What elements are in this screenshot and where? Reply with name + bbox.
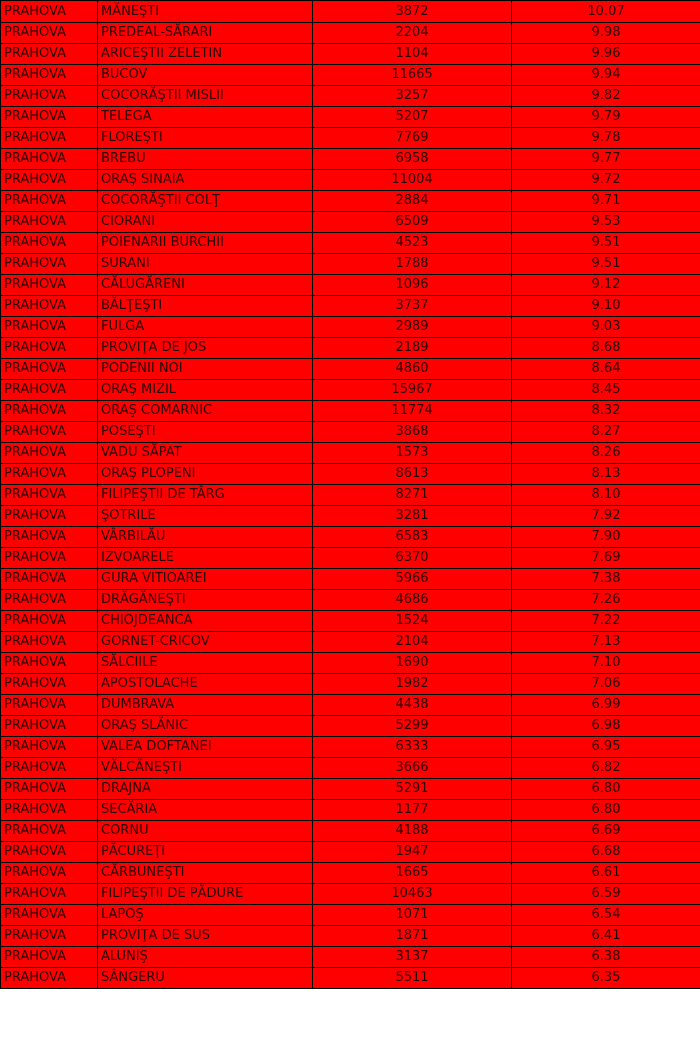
county-cell[interactable]: PRAHOVA	[1, 611, 98, 632]
rate-cell[interactable]: 6.38	[512, 947, 700, 968]
table-row	[1, 884, 700, 905]
rate-cell[interactable]: 6.99	[512, 695, 700, 716]
locality-cell[interactable]: SECĂRIA	[98, 800, 313, 821]
locality-cell[interactable]: PĂCUREŢI	[98, 842, 313, 863]
rate-cell[interactable]: 7.38	[512, 569, 700, 590]
table-row	[1, 359, 700, 380]
count-cell[interactable]: 4523	[313, 233, 512, 254]
locality-cell[interactable]: IZVOARELE	[98, 548, 313, 569]
count-cell[interactable]: 6370	[313, 548, 512, 569]
rate-cell[interactable]: 6.69	[512, 821, 700, 842]
count-cell[interactable]: 6333	[313, 737, 512, 758]
count-cell[interactable]: 6583	[313, 527, 512, 548]
county-cell[interactable]: PRAHOVA	[1, 254, 98, 275]
county-cell[interactable]: PRAHOVA	[1, 275, 98, 296]
rate-cell[interactable]: 9.71	[512, 191, 700, 212]
table-row	[1, 548, 700, 569]
count-cell[interactable]: 1947	[313, 842, 512, 863]
rate-cell[interactable]: 8.26	[512, 443, 700, 464]
locality-cell[interactable]: ŞOTRILE	[98, 506, 313, 527]
table-row	[1, 86, 700, 107]
locality-cell[interactable]: ORAŞ SLĂNIC	[98, 716, 313, 737]
table-row	[1, 569, 700, 590]
locality-cell[interactable]: CĂLUGĂRENI	[98, 275, 313, 296]
table-row	[1, 44, 700, 65]
count-cell[interactable]: 5291	[313, 779, 512, 800]
count-cell[interactable]: 1104	[313, 44, 512, 65]
table-row	[1, 968, 700, 989]
rate-cell[interactable]: 8.13	[512, 464, 700, 485]
locality-cell[interactable]: BREBU	[98, 149, 313, 170]
count-cell[interactable]: 3872	[313, 1, 512, 23]
locality-cell[interactable]: ORAŞ MIZIL	[98, 380, 313, 401]
county-cell[interactable]: PRAHOVA	[1, 485, 98, 506]
table-row	[1, 590, 700, 611]
county-cell[interactable]: PRAHOVA	[1, 695, 98, 716]
county-cell[interactable]: PRAHOVA	[1, 653, 98, 674]
locality-cell[interactable]: SURANI	[98, 254, 313, 275]
rate-cell[interactable]: 7.22	[512, 611, 700, 632]
count-cell[interactable]: 15967	[313, 380, 512, 401]
locality-cell[interactable]: FILIPEŞTII DE TÂRG	[98, 485, 313, 506]
locality-cell[interactable]: ORAŞ COMARNIC	[98, 401, 313, 422]
county-cell[interactable]: PRAHOVA	[1, 926, 98, 947]
count-cell[interactable]: 2204	[313, 23, 512, 44]
rate-cell[interactable]: 6.98	[512, 716, 700, 737]
county-cell[interactable]: PRAHOVA	[1, 422, 98, 443]
table-row	[1, 737, 700, 758]
rate-cell[interactable]: 6.82	[512, 758, 700, 779]
county-cell[interactable]: PRAHOVA	[1, 86, 98, 107]
table-row	[1, 527, 700, 548]
table-row	[1, 338, 700, 359]
county-cell[interactable]: PRAHOVA	[1, 800, 98, 821]
count-cell[interactable]: 1071	[313, 905, 512, 926]
rate-cell[interactable]: 6.68	[512, 842, 700, 863]
table-row	[1, 863, 700, 884]
locality-cell[interactable]: GURA VITIOAREI	[98, 569, 313, 590]
count-cell[interactable]: 4188	[313, 821, 512, 842]
rate-cell[interactable]: 9.03	[512, 317, 700, 338]
rate-cell[interactable]: 8.32	[512, 401, 700, 422]
county-cell[interactable]: PRAHOVA	[1, 149, 98, 170]
rate-cell[interactable]: 9.94	[512, 65, 700, 86]
locality-cell[interactable]: BUCOV	[98, 65, 313, 86]
rate-cell[interactable]: 7.26	[512, 590, 700, 611]
locality-cell[interactable]: LAPOŞ	[98, 905, 313, 926]
county-cell[interactable]: PRAHOVA	[1, 1, 98, 23]
count-cell[interactable]: 3868	[313, 422, 512, 443]
county-cell[interactable]: PRAHOVA	[1, 737, 98, 758]
county-cell[interactable]: PRAHOVA	[1, 317, 98, 338]
locality-cell[interactable]: FLOREŞTI	[98, 128, 313, 149]
rate-cell[interactable]: 9.51	[512, 233, 700, 254]
count-cell[interactable]: 5511	[313, 968, 512, 989]
table-row	[1, 464, 700, 485]
locality-cell[interactable]: VALEA DOFTANEI	[98, 737, 313, 758]
rate-cell[interactable]: 10.07	[512, 1, 700, 23]
county-cell[interactable]: PRAHOVA	[1, 443, 98, 464]
rate-cell[interactable]: 7.06	[512, 674, 700, 695]
rate-cell[interactable]: 7.10	[512, 653, 700, 674]
table-row	[1, 443, 700, 464]
count-cell[interactable]: 3257	[313, 86, 512, 107]
county-cell[interactable]: PRAHOVA	[1, 191, 98, 212]
rate-cell[interactable]: 9.98	[512, 23, 700, 44]
locality-cell[interactable]: FULGA	[98, 317, 313, 338]
count-cell[interactable]: 3281	[313, 506, 512, 527]
county-cell[interactable]: PRAHOVA	[1, 779, 98, 800]
locality-cell[interactable]: DUMBRAVA	[98, 695, 313, 716]
count-cell[interactable]: 11774	[313, 401, 512, 422]
rate-cell[interactable]: 6.61	[512, 863, 700, 884]
locality-cell[interactable]: BĂLŢEŞTI	[98, 296, 313, 317]
table-row	[1, 107, 700, 128]
county-cell[interactable]: PRAHOVA	[1, 380, 98, 401]
rate-cell[interactable]: 7.13	[512, 632, 700, 653]
rate-cell[interactable]: 8.64	[512, 359, 700, 380]
locality-cell[interactable]: MĂNEŞTI	[98, 1, 313, 23]
locality-cell[interactable]: SĂLCIILE	[98, 653, 313, 674]
county-cell[interactable]: PRAHOVA	[1, 212, 98, 233]
locality-cell[interactable]: CORNU	[98, 821, 313, 842]
count-cell[interactable]: 4686	[313, 590, 512, 611]
table-row	[1, 23, 700, 44]
table-row	[1, 233, 700, 254]
county-cell[interactable]: PRAHOVA	[1, 905, 98, 926]
count-cell[interactable]: 1690	[313, 653, 512, 674]
rate-cell[interactable]: 9.12	[512, 275, 700, 296]
table-row	[1, 296, 700, 317]
county-cell[interactable]: PRAHOVA	[1, 359, 98, 380]
table-row	[1, 149, 700, 170]
count-cell[interactable]: 4860	[313, 359, 512, 380]
rate-cell[interactable]: 7.92	[512, 506, 700, 527]
count-cell[interactable]: 6958	[313, 149, 512, 170]
table-row	[1, 275, 700, 296]
locality-cell[interactable]: POSEŞTI	[98, 422, 313, 443]
count-cell[interactable]: 2189	[313, 338, 512, 359]
count-cell[interactable]: 1177	[313, 800, 512, 821]
county-cell[interactable]: PRAHOVA	[1, 338, 98, 359]
county-cell[interactable]: PRAHOVA	[1, 632, 98, 653]
table-row	[1, 422, 700, 443]
table-row	[1, 191, 700, 212]
rate-cell[interactable]: 9.79	[512, 107, 700, 128]
rate-cell[interactable]: 9.96	[512, 44, 700, 65]
county-cell[interactable]: PRAHOVA	[1, 107, 98, 128]
locality-cell[interactable]: CHIOJDEANCA	[98, 611, 313, 632]
count-cell[interactable]: 8271	[313, 485, 512, 506]
county-cell[interactable]: PRAHOVA	[1, 590, 98, 611]
county-cell[interactable]: PRAHOVA	[1, 506, 98, 527]
table-row	[1, 317, 700, 338]
rate-cell[interactable]: 8.27	[512, 422, 700, 443]
table-row	[1, 800, 700, 821]
locality-cell[interactable]: ORAŞ SINAIA	[98, 170, 313, 191]
locality-cell[interactable]: VADU SĂPAT	[98, 443, 313, 464]
count-cell[interactable]: 1788	[313, 254, 512, 275]
rate-cell[interactable]: 9.53	[512, 212, 700, 233]
rate-cell[interactable]: 8.10	[512, 485, 700, 506]
rate-cell[interactable]: 9.10	[512, 296, 700, 317]
table-row	[1, 779, 700, 800]
count-cell[interactable]: 5207	[313, 107, 512, 128]
table-row	[1, 653, 700, 674]
table-row	[1, 758, 700, 779]
count-cell[interactable]: 3137	[313, 947, 512, 968]
count-cell[interactable]: 5966	[313, 569, 512, 590]
table-row	[1, 611, 700, 632]
rate-cell[interactable]: 6.95	[512, 737, 700, 758]
count-cell[interactable]: 1665	[313, 863, 512, 884]
rate-cell[interactable]: 9.78	[512, 128, 700, 149]
county-cell[interactable]: PRAHOVA	[1, 548, 98, 569]
count-cell[interactable]: 11665	[313, 65, 512, 86]
county-cell[interactable]: PRAHOVA	[1, 23, 98, 44]
table-row	[1, 212, 700, 233]
county-cell[interactable]: PRAHOVA	[1, 821, 98, 842]
count-cell[interactable]: 10463	[313, 884, 512, 905]
county-cell[interactable]: PRAHOVA	[1, 758, 98, 779]
county-cell[interactable]: PRAHOVA	[1, 128, 98, 149]
county-cell[interactable]: PRAHOVA	[1, 947, 98, 968]
rate-cell[interactable]: 6.54	[512, 905, 700, 926]
locality-cell[interactable]: PREDEAL-SĂRARI	[98, 23, 313, 44]
locality-cell[interactable]: COCORĂŞTII MISLII	[98, 86, 313, 107]
table-row	[1, 674, 700, 695]
locality-cell[interactable]: SÂNGERU	[98, 968, 313, 989]
locality-cell[interactable]: CĂRBUNEŞTI	[98, 863, 313, 884]
count-cell[interactable]: 4438	[313, 695, 512, 716]
county-cell[interactable]: PRAHOVA	[1, 44, 98, 65]
table-row	[1, 170, 700, 191]
rate-cell[interactable]: 9.72	[512, 170, 700, 191]
county-cell[interactable]: PRAHOVA	[1, 674, 98, 695]
rate-cell[interactable]: 9.77	[512, 149, 700, 170]
table-row	[1, 128, 700, 149]
count-cell[interactable]: 2884	[313, 191, 512, 212]
table-row	[1, 254, 700, 275]
table-row	[1, 842, 700, 863]
table-row	[1, 821, 700, 842]
count-cell[interactable]: 8613	[313, 464, 512, 485]
locality-cell[interactable]: ARICEŞTII ZELETIN	[98, 44, 313, 65]
county-cell[interactable]: PRAHOVA	[1, 569, 98, 590]
count-cell[interactable]: 2104	[313, 632, 512, 653]
table-row	[1, 905, 700, 926]
rate-cell[interactable]: 9.82	[512, 86, 700, 107]
county-cell[interactable]: PRAHOVA	[1, 170, 98, 191]
table-body	[1, 1, 700, 989]
rate-cell[interactable]: 6.59	[512, 884, 700, 905]
locality-cell[interactable]: TELEGA	[98, 107, 313, 128]
locality-cell[interactable]: DRAJNA	[98, 779, 313, 800]
table-row	[1, 632, 700, 653]
county-cell[interactable]: PRAHOVA	[1, 401, 98, 422]
locality-cell[interactable]: VÂRBILĂU	[98, 527, 313, 548]
table-row	[1, 485, 700, 506]
table-row	[1, 926, 700, 947]
rate-cell[interactable]: 7.69	[512, 548, 700, 569]
count-cell[interactable]: 3737	[313, 296, 512, 317]
rate-cell[interactable]: 6.41	[512, 926, 700, 947]
count-cell[interactable]: 1871	[313, 926, 512, 947]
table-row	[1, 716, 700, 737]
county-cell[interactable]: PRAHOVA	[1, 464, 98, 485]
locality-cell[interactable]: POIENARII BURCHII	[98, 233, 313, 254]
locality-cell[interactable]: CIORANI	[98, 212, 313, 233]
locality-cell[interactable]: VĂLCĂNEŞTI	[98, 758, 313, 779]
rate-cell[interactable]: 9.51	[512, 254, 700, 275]
county-cell[interactable]: PRAHOVA	[1, 716, 98, 737]
county-cell[interactable]: PRAHOVA	[1, 233, 98, 254]
locality-cell[interactable]: COCORĂŞTII COLŢ	[98, 191, 313, 212]
locality-cell[interactable]: APOSTOLACHE	[98, 674, 313, 695]
count-cell[interactable]: 11004	[313, 170, 512, 191]
rate-cell[interactable]: 6.80	[512, 800, 700, 821]
county-cell[interactable]: PRAHOVA	[1, 863, 98, 884]
rate-cell[interactable]: 7.90	[512, 527, 700, 548]
count-cell[interactable]: 1982	[313, 674, 512, 695]
count-cell[interactable]: 5299	[313, 716, 512, 737]
rate-cell[interactable]: 6.35	[512, 968, 700, 989]
rate-cell[interactable]: 8.68	[512, 338, 700, 359]
locality-cell[interactable]: FILIPEŞTII DE PĂDURE	[98, 884, 313, 905]
count-cell[interactable]: 1096	[313, 275, 512, 296]
locality-cell[interactable]: ALUNIŞ	[98, 947, 313, 968]
count-cell[interactable]: 3666	[313, 758, 512, 779]
county-cell[interactable]: PRAHOVA	[1, 884, 98, 905]
count-cell[interactable]: 1573	[313, 443, 512, 464]
county-cell[interactable]: PRAHOVA	[1, 296, 98, 317]
table-row	[1, 380, 700, 401]
count-cell[interactable]: 1524	[313, 611, 512, 632]
county-cell[interactable]: PRAHOVA	[1, 65, 98, 86]
table-row	[1, 506, 700, 527]
table-row	[1, 65, 700, 86]
table-row	[1, 1, 700, 23]
count-cell[interactable]: 6509	[313, 212, 512, 233]
locality-cell[interactable]: PODENII NOI	[98, 359, 313, 380]
table-row	[1, 947, 700, 968]
rate-cell[interactable]: 8.45	[512, 380, 700, 401]
county-cell[interactable]: PRAHOVA	[1, 968, 98, 989]
table-row	[1, 401, 700, 422]
county-cell[interactable]: PRAHOVA	[1, 842, 98, 863]
locality-cell[interactable]: PROVIŢA DE SUS	[98, 926, 313, 947]
locality-cell[interactable]: ORAŞ PLOPENI	[98, 464, 313, 485]
rate-cell[interactable]: 6.80	[512, 779, 700, 800]
locality-cell[interactable]: DRĂGĂNEŞTI	[98, 590, 313, 611]
locality-cell[interactable]: PROVIŢA DE JOS	[98, 338, 313, 359]
table-row	[1, 695, 700, 716]
county-cell[interactable]: PRAHOVA	[1, 527, 98, 548]
count-cell[interactable]: 7769	[313, 128, 512, 149]
locality-cell[interactable]: GORNET-CRICOV	[98, 632, 313, 653]
count-cell[interactable]: 2989	[313, 317, 512, 338]
